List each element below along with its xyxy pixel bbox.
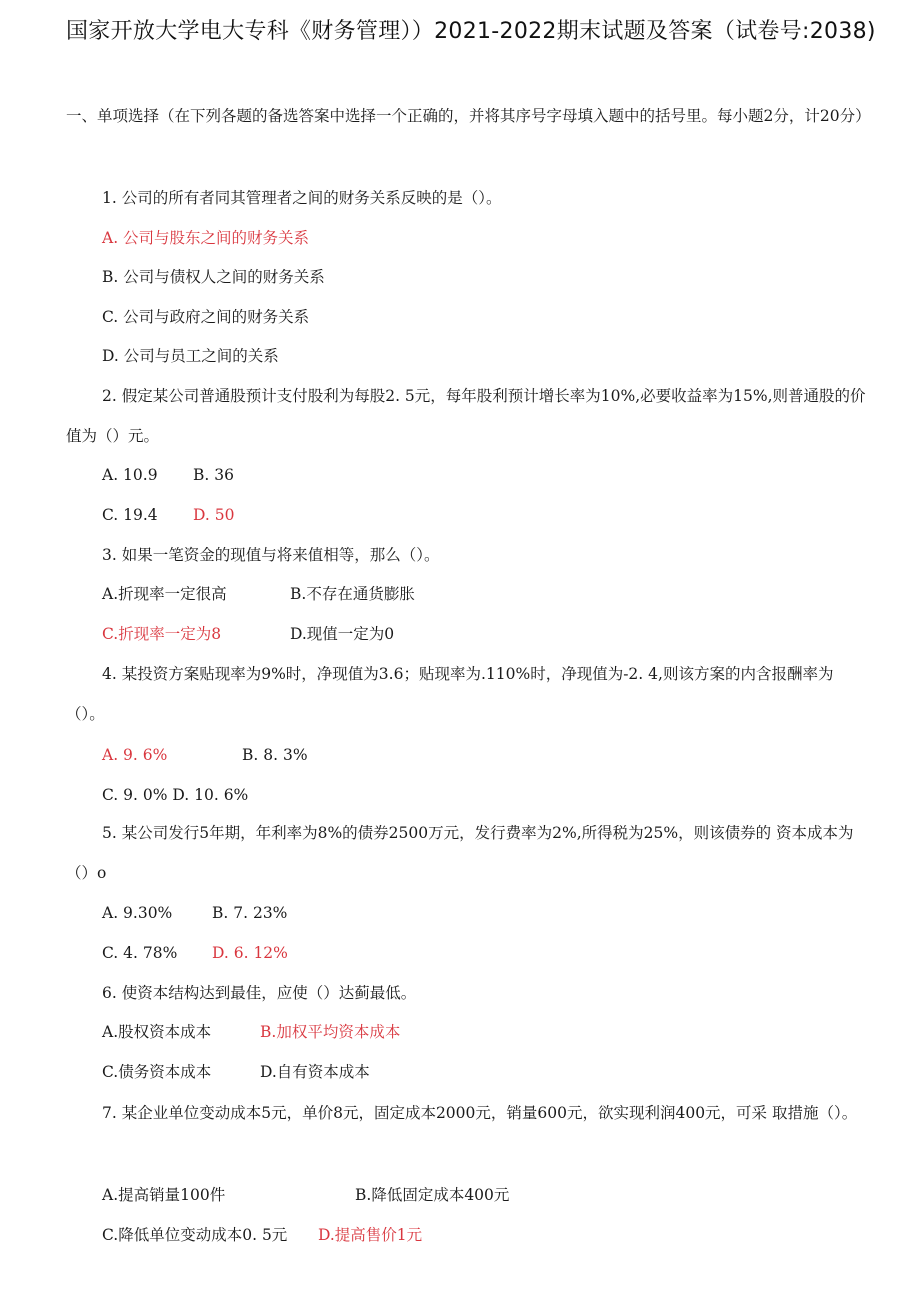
question-6-option-a: A.股权资本成本 <box>102 1023 212 1041</box>
question-5-option-a: A. 9.30% <box>102 904 173 922</box>
question-7-option-c: C.降低单位变动成本0. 5元 <box>102 1226 288 1244</box>
question-7-option-b: B.降低固定成本400元 <box>355 1186 510 1204</box>
question-3-option-d: D.现值一定为0 <box>290 625 395 643</box>
question-6-stem: 6. 使资本结构达到最佳，应使（）达蓟最低。 <box>102 984 417 1002</box>
question-4-options-c-d: C. 9. 0% D. 10. 6% <box>102 786 249 804</box>
question-1-option-c: C. 公司与政府之间的财务关系 <box>102 308 310 326</box>
question-2-option-d-answer: D. 50 <box>193 506 235 524</box>
question-3-option-b: B.不存在通货膨胀 <box>290 585 415 603</box>
question-6-option-b-answer: B.加权平均资本成本 <box>260 1023 401 1041</box>
question-3-option-a: A.折现率一定很高 <box>102 585 227 603</box>
question-3-option-c-answer: C.折现率一定为8 <box>102 625 222 643</box>
question-3-stem: 3. 如果一笔资金的现值与将来值相等，那么（）。 <box>102 546 440 564</box>
question-5-option-d-answer: D. 6. 12% <box>212 944 288 962</box>
question-5-option-b: B. 7. 23% <box>212 904 288 922</box>
question-7-stem: 7. 某企业单位变动成本5元，单价8元，固定成本2000元，销量600元，欲实现利润400元，可采 取措施（）。 <box>102 1104 858 1122</box>
question-2-option-c: C. 19.4 <box>102 506 158 524</box>
question-7-option-d-answer: D.提高售价1元 <box>318 1226 423 1244</box>
question-2-stem: 2. 假定某公司普通股预计支付股利为每股2. 5元，每年股利预计增长率为10%,必要收益率为15%,则普通股的价值为（）元。 <box>66 387 866 445</box>
question-4-option-a-answer: A. 9. 6% <box>102 746 168 764</box>
question-6-option-d: D.自有资本成本 <box>260 1063 370 1081</box>
document-title: 国家开放大学电大专科《财务管理））2021-2022期末试题及答案（试卷号:2038) <box>66 19 876 44</box>
question-1-stem: 1. 公司的所有者同其管理者之间的财务关系反映的是（）。 <box>102 189 502 207</box>
question-4-stem: 4. 某投资方案贴现率为9%时，净现值为3.6；贴现率为.110%时，净现值为-2. 4,则该方案的内含报酬率为（）。 <box>66 665 834 723</box>
question-2-option-a: A. 10.9 <box>102 466 158 484</box>
question-1-option-d: D. 公司与员工之间的关系 <box>102 347 279 365</box>
question-1-option-b: B. 公司与债权人之间的财务关系 <box>102 268 325 286</box>
question-5-stem: 5. 某公司发行5年期，年利率为8%的债券2500万元，发行费率为2%,所得税为25%，则该债券的 资本成本为（）o <box>66 824 854 882</box>
section-heading: 一、单项选择（在下列各题的备选答案中选择一个正确的，并将其序号字母填入题中的括号里。每小题2分，计20分） <box>66 107 871 125</box>
question-1-option-a-answer: A. 公司与股东之间的财务关系 <box>102 229 310 247</box>
question-4-option-b: B. 8. 3% <box>242 746 308 764</box>
question-5-option-c: C. 4. 78% <box>102 944 178 962</box>
question-7-option-a: A.提高销量100件 <box>102 1186 226 1204</box>
question-6-option-c: C.债务资本成本 <box>102 1063 212 1081</box>
question-2-option-b: B. 36 <box>193 466 234 484</box>
